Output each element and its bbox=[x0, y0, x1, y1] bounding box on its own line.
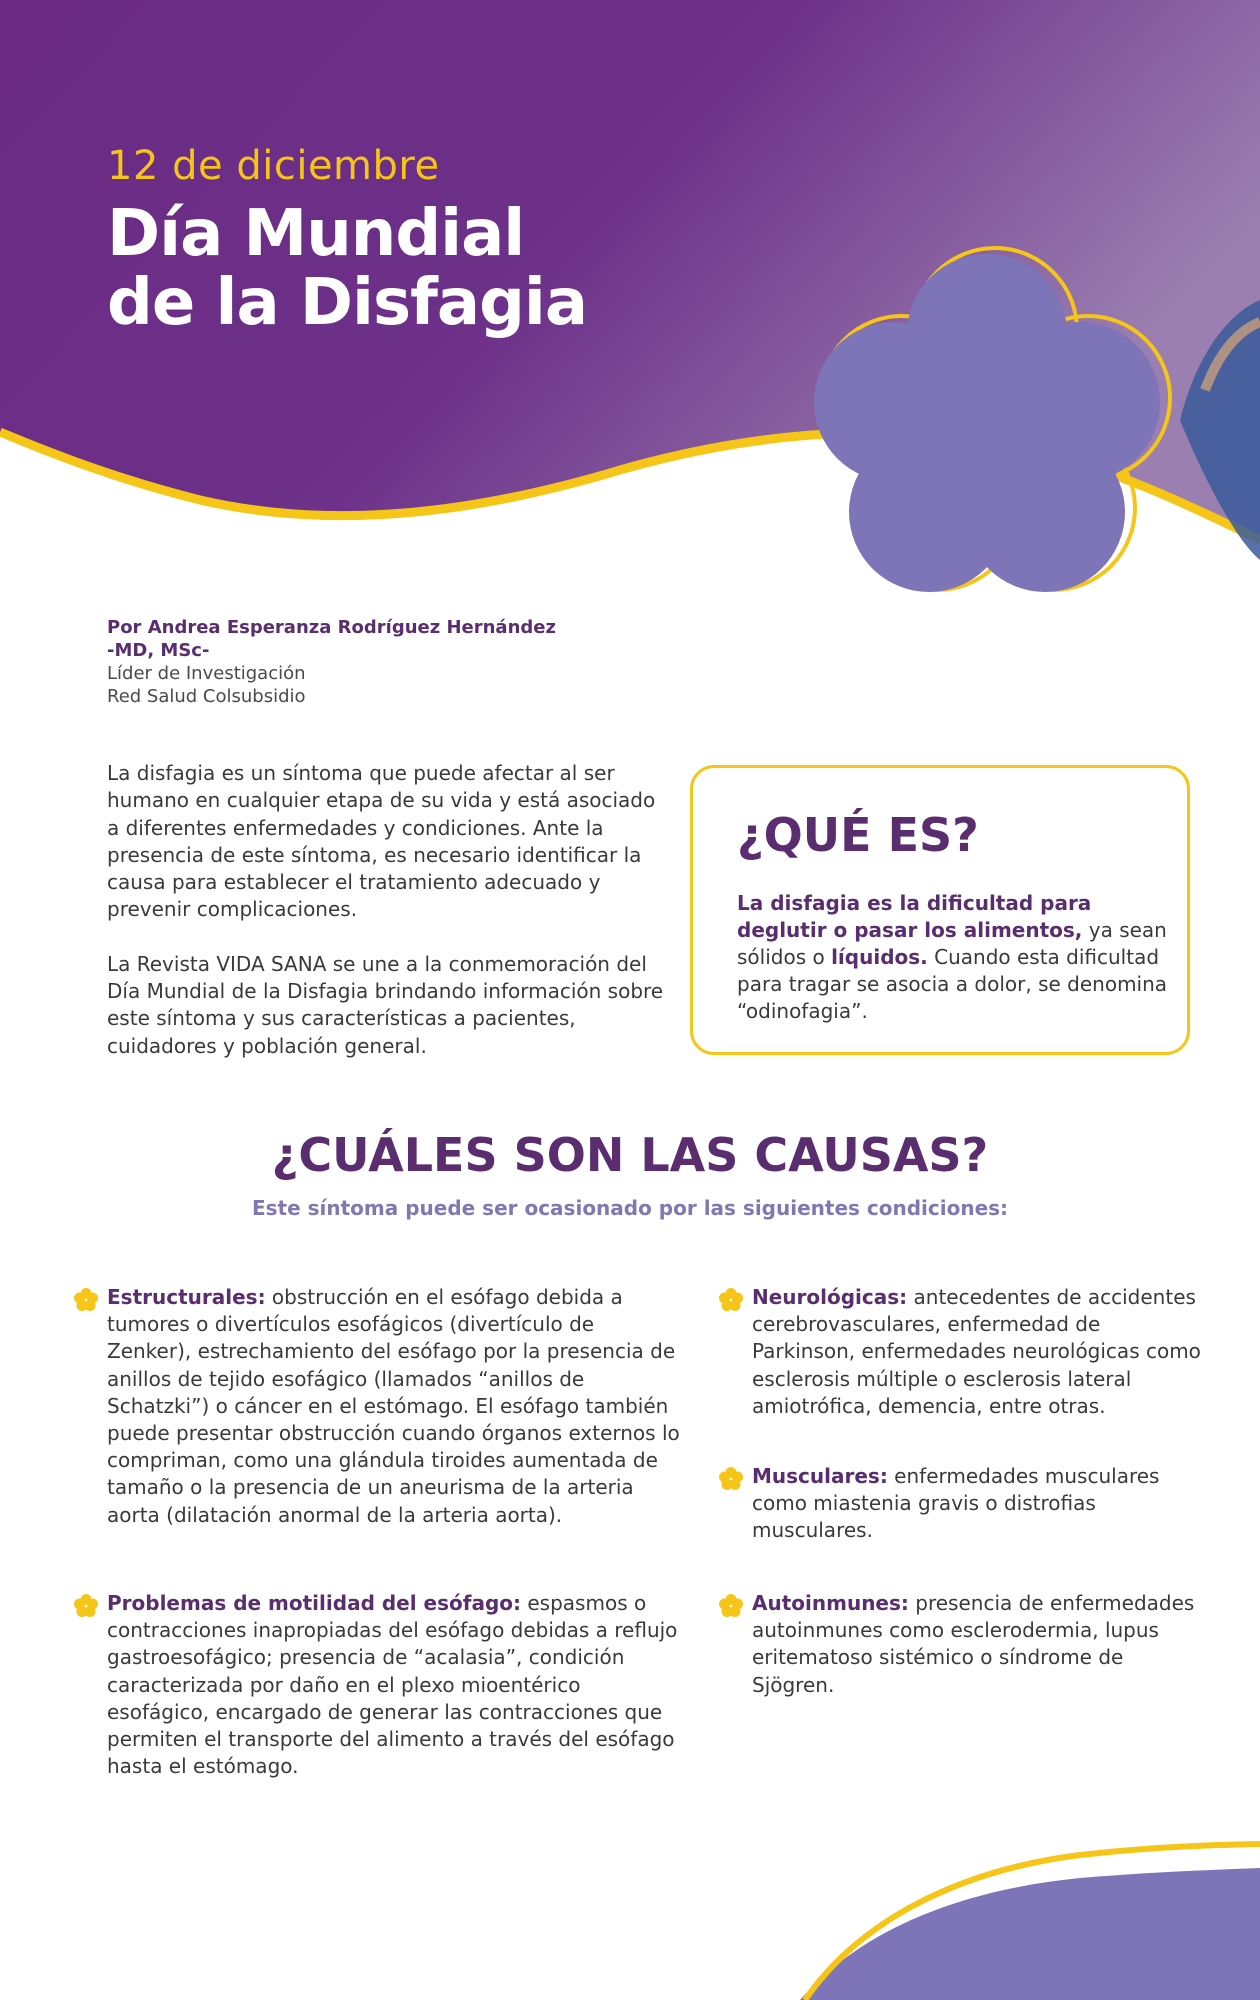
flower-bullet-icon bbox=[718, 1466, 744, 1492]
title-line-1: Día Mundial bbox=[107, 197, 525, 271]
cause-autoimmune bbox=[752, 1590, 1202, 1699]
cause-autoimmune-label: Autoinmunes: bbox=[752, 1591, 909, 1615]
event-date: 12 de diciembre bbox=[107, 143, 440, 189]
cause-motility bbox=[107, 1590, 682, 1780]
cause-structural-text: obstrucción en el esófago debida a tumores o divertículos esofágicos (divertículo de Zenker), estrechamiento del esófago por la presencia de anillos de tejido esofágico (llamados “anillos de Schatzki”) o cáncer en el estómago. El esófago también puede presentar obstrucción cuando órganos externos lo compriman, como una glándula tiroides aumentada de tamaño o la presencia de un aneurisma de la arteria aorta (dilatación anormal de la arteria aorta). bbox=[107, 1285, 680, 1527]
intro-paragraph-2: La Revista VIDA SANA se une a la conmemoración del Día Mundial de la Disfagia brindando información sobre este síntoma y sus características a pacientes, cuidadores y población general. bbox=[107, 951, 664, 1058]
causes-subtitle: Este síntoma puede ser ocasionado por las siguientes condiciones: bbox=[251, 1196, 1009, 1220]
cause-motility-label: Problemas de motilidad del esófago: bbox=[107, 1591, 522, 1615]
cause-structural bbox=[107, 1284, 682, 1529]
definition-text-2: Cuando esta dificultad para tragar se asocia a dolor, se denomina “odinofagia”. bbox=[737, 945, 1168, 1023]
cause-neurological-text: antecedentes de accidentes cerebrovasculares, enfermedad de Parkinson, enfermedades neurológicas como esclerosis múltiple o esclerosis lateral amiotrófica, demencia, entre otras. bbox=[752, 1285, 1201, 1418]
author-role: Líder de Investigación bbox=[107, 663, 306, 684]
intro-text bbox=[107, 760, 667, 1087]
author-org: Red Salud Colsubsidio bbox=[107, 686, 306, 707]
author-byline bbox=[107, 616, 556, 708]
definition-box bbox=[690, 765, 1190, 1055]
flower-logo-icon bbox=[785, 218, 1205, 638]
cause-motility-text: espasmos o contracciones inapropiadas del esófago debidas a reflujo gastroesofágico; presencia de “acalasia”, condición caracterizada por daño en el plexo mioentérico esofágico, encargado de generar las contracciones que permiten el transporte del alimento a través del esófago hasta el estómago. bbox=[107, 1591, 678, 1779]
causes-heading: ¿CUÁLES SON LAS CAUSAS? bbox=[271, 1128, 989, 1182]
cause-neurological-label: Neurológicas: bbox=[752, 1285, 908, 1309]
definition-bold-1: La disfagia es la dificultad para deglutir o pasar los alimentos, bbox=[737, 891, 1092, 942]
definition-text-1: ya sean sólidos o bbox=[737, 918, 1167, 969]
definition-heading: ¿QUÉ ES? bbox=[737, 808, 979, 862]
cause-muscular-text: enfermedades musculares como miastenia gravis o distrofias musculares. bbox=[752, 1464, 1160, 1543]
page-title bbox=[107, 197, 588, 340]
intro-paragraph-1: La disfagia es un síntoma que puede afectar al ser humano en cualquier etapa de su vida y está asociado a diferentes enfermedades y condiciones. Ante la presencia de este síntoma, es necesario identificar la causa para establecer el tratamiento adecuado y prevenir complicaciones. bbox=[107, 761, 656, 922]
flower-bullet-icon bbox=[73, 1593, 99, 1619]
bottom-wave-decoration bbox=[0, 1820, 1260, 2000]
cause-muscular-label: Musculares: bbox=[752, 1464, 888, 1488]
cause-neurological bbox=[752, 1284, 1202, 1420]
flower-bullet-icon bbox=[718, 1287, 744, 1313]
author-name: Por Andrea Esperanza Rodríguez Hernández bbox=[107, 617, 556, 638]
flower-bullet-icon bbox=[718, 1593, 744, 1619]
flower-bullet-icon bbox=[73, 1287, 99, 1313]
cause-structural-label: Estructurales: bbox=[107, 1285, 266, 1309]
cause-autoimmune-text: presencia de enfermedades autoinmunes como esclerodermia, lupus eritematoso sistémico o síndrome de Sjögren. bbox=[752, 1591, 1195, 1697]
title-line-2: de la Disfagia bbox=[107, 266, 588, 340]
author-credentials: -MD, MSc- bbox=[107, 640, 210, 661]
cause-muscular bbox=[752, 1463, 1202, 1545]
definition-bold-2: líquidos. bbox=[831, 945, 928, 969]
definition-text bbox=[737, 890, 1177, 1025]
